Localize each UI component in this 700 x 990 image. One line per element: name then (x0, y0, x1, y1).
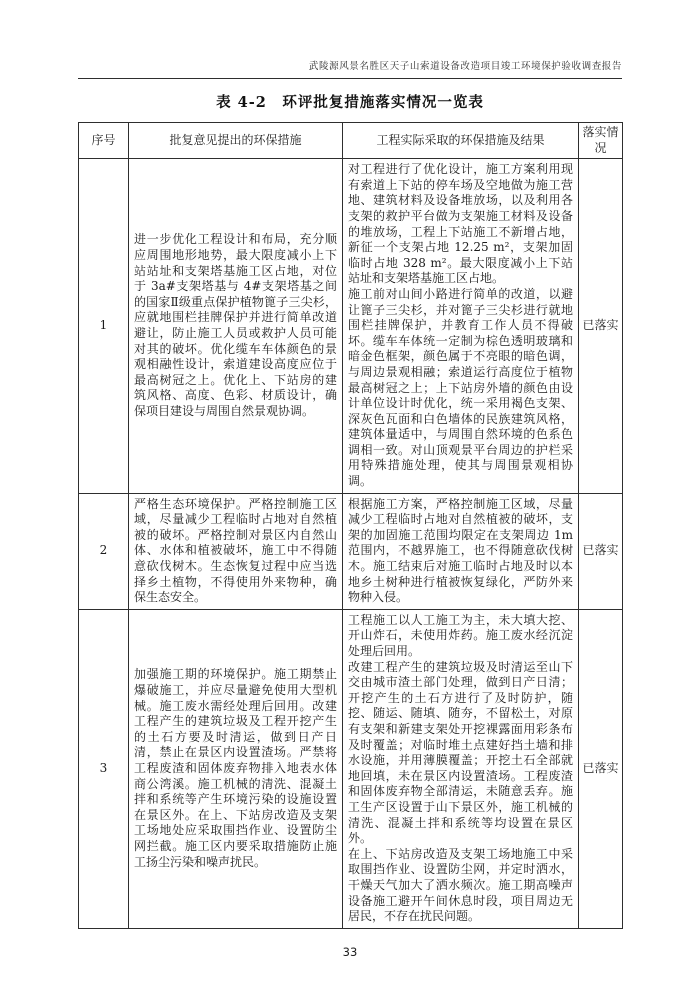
result-paragraph: 改建工程产生的建筑垃圾及时清运至山下交由城市渣土部门处理，做到日产日清；开挖产生的土石方进行了及时防护，随挖、随运、随填、随夯，不留松土，对原有支架和新建支架处开挖裸露面用彩条布及时覆盖；对临时堆土点建好挡土墙和排水设施，并用薄膜覆盖；开挖土石全部就地回填，未在景区内设置渣场。工程废渣和固体废弃物全部清运，未随意丢弃。施工生产区设置于山下景区外，施工机械的清洗、混凝土拌和系统等均设置在景区外。 (348, 659, 573, 846)
status-value: 已落实 (579, 609, 623, 928)
result-paragraph: 在上、下站房改造及支架工场地施工中采取围挡作业、设置防尘网，并定时洒水，干燥天气加大了洒水频次。施工期高噪声设备施工避开午间休息时段，项目周边无居民，不存在扰民问题。 (348, 846, 573, 924)
result-text (343, 609, 579, 928)
table-row (79, 159, 623, 493)
table-header-row (79, 123, 623, 159)
result-paragraph: 对工程进行了优化设计，施工方案利用现有索道上下站的停车场及空地做为施工营地、建筑材料及设备堆放场，以及利用各支架的救护平台做为支架施工材料及设备的堆放场，工程上下站施工不新增占地，新征一个支架占地 12.25 m²，支架加固临时占地 328 m²。最大限度减小上下站站址和支架塔基施工区占地。 (348, 162, 573, 286)
result-text (343, 493, 579, 609)
result-paragraph: 工程施工以人工施工为主，未大填大挖、开山炸石，未使用炸药。施工废水经沉淀处理后回用。 (348, 612, 573, 658)
measures-table (78, 122, 623, 929)
table-title: 表 4-2 环评批复措施落实情况一览表 (216, 94, 484, 111)
status-value: 已落实 (579, 159, 623, 493)
table-row (79, 609, 623, 928)
status-value: 已落实 (579, 493, 623, 609)
column-header-no: 序号 (79, 123, 129, 159)
document-header-title: 武陵源风景名胜区天子山索道设备改造项目竣工环境保护验收调查报告 (308, 61, 622, 72)
page-number: 33 (342, 945, 358, 959)
column-header-measures: 批复意见提出的环保措施 (129, 123, 343, 159)
measure-text: 严格生态环境保护。严格控制施工区域，尽量减少工程临时占地对自然植被的破坏。严格控制对景区内自然山体、水体和植被破坏，施工中不得随意砍伐树木。生态恢复过程中应当选择乡土植物，不得使用外来物种，确保生态安全。 (129, 493, 343, 609)
header-rule (78, 78, 622, 79)
column-header-results: 工程实际采取的环保措施及结果 (343, 123, 579, 159)
table-row (79, 493, 623, 609)
column-header-status: 落实情况 (579, 123, 623, 159)
measure-text: 加强施工期的环境保护。施工期禁止爆破施工，并应尽量避免使用大型机械。施工废水需经处理后回用。改建工程产生的建筑垃圾及工程开挖产生的土石方要及时清运，做到日产日清，禁止在景区内设置渣场。严禁将工程废渣和固体废弃物排入地表水体商公湾溪。施工机械的清洗、混凝土拌和系统等产生环境污染的设施设置在景区外。在上、下站房改造及支架工场地处应采取围挡作业、设置防尘网拦截。施工区内要采取措施防止施工扬尘污染和噪声扰民。 (129, 609, 343, 928)
result-text (343, 159, 579, 493)
row-number: 3 (79, 609, 129, 928)
row-number: 1 (79, 159, 129, 493)
result-paragraph: 根据施工方案，严格控制施工区域，尽量减少工程临时占地对自然植被的破坏，支架的加固施工范围均限定在支架周边 1m 范围内，不越界施工，也不得随意砍伐树木。施工结束后对施工临时占地及时以本地乡土树种进行植被恢复绿化，严防外来物种入侵。 (348, 496, 573, 605)
result-paragraph: 施工前对山间小路进行简单的改道，以避让篦子三尖杉，并对篦子三尖杉进行就地围栏挂牌保护，并教育工作人员不得破坏。缆车车体统一定制为棕色透明玻璃和暗金色框架，颜色属于不亮眼的暗色调，与周边景观相融；索道运行高度位于植物最高树冠之上；上下站房外墙的颜色由设计单位设计时优化，统一采用褐色支架、深灰色瓦面和白色墙体的民族建筑风格，建筑体量适中，与周围自然环境的色系色调相一致。对山顶观景平台周边的护栏采用特殊措施处理，使其与周围景观相协调。 (348, 286, 573, 489)
row-number: 2 (79, 493, 129, 609)
measure-text: 进一步优化工程设计和布局，充分顺应周围地形地势，最大限度减小上下站站址和支架塔基施工区占地，对位于 3a#支架塔基与 4#支架塔基之间的国家Ⅱ级重点保护植物篦子三尖杉，应就地围栏挂牌保护并进行简单改道避让，防止施工人员或救护人员可能对其的破坏。优化缆车车体颜色的景观相融性设计，索道建设高度应位于最高树冠之上。优化上、下站房的建筑风格、高度、色彩、材质设计，确保项目建设与周围自然景观协调。 (129, 159, 343, 493)
